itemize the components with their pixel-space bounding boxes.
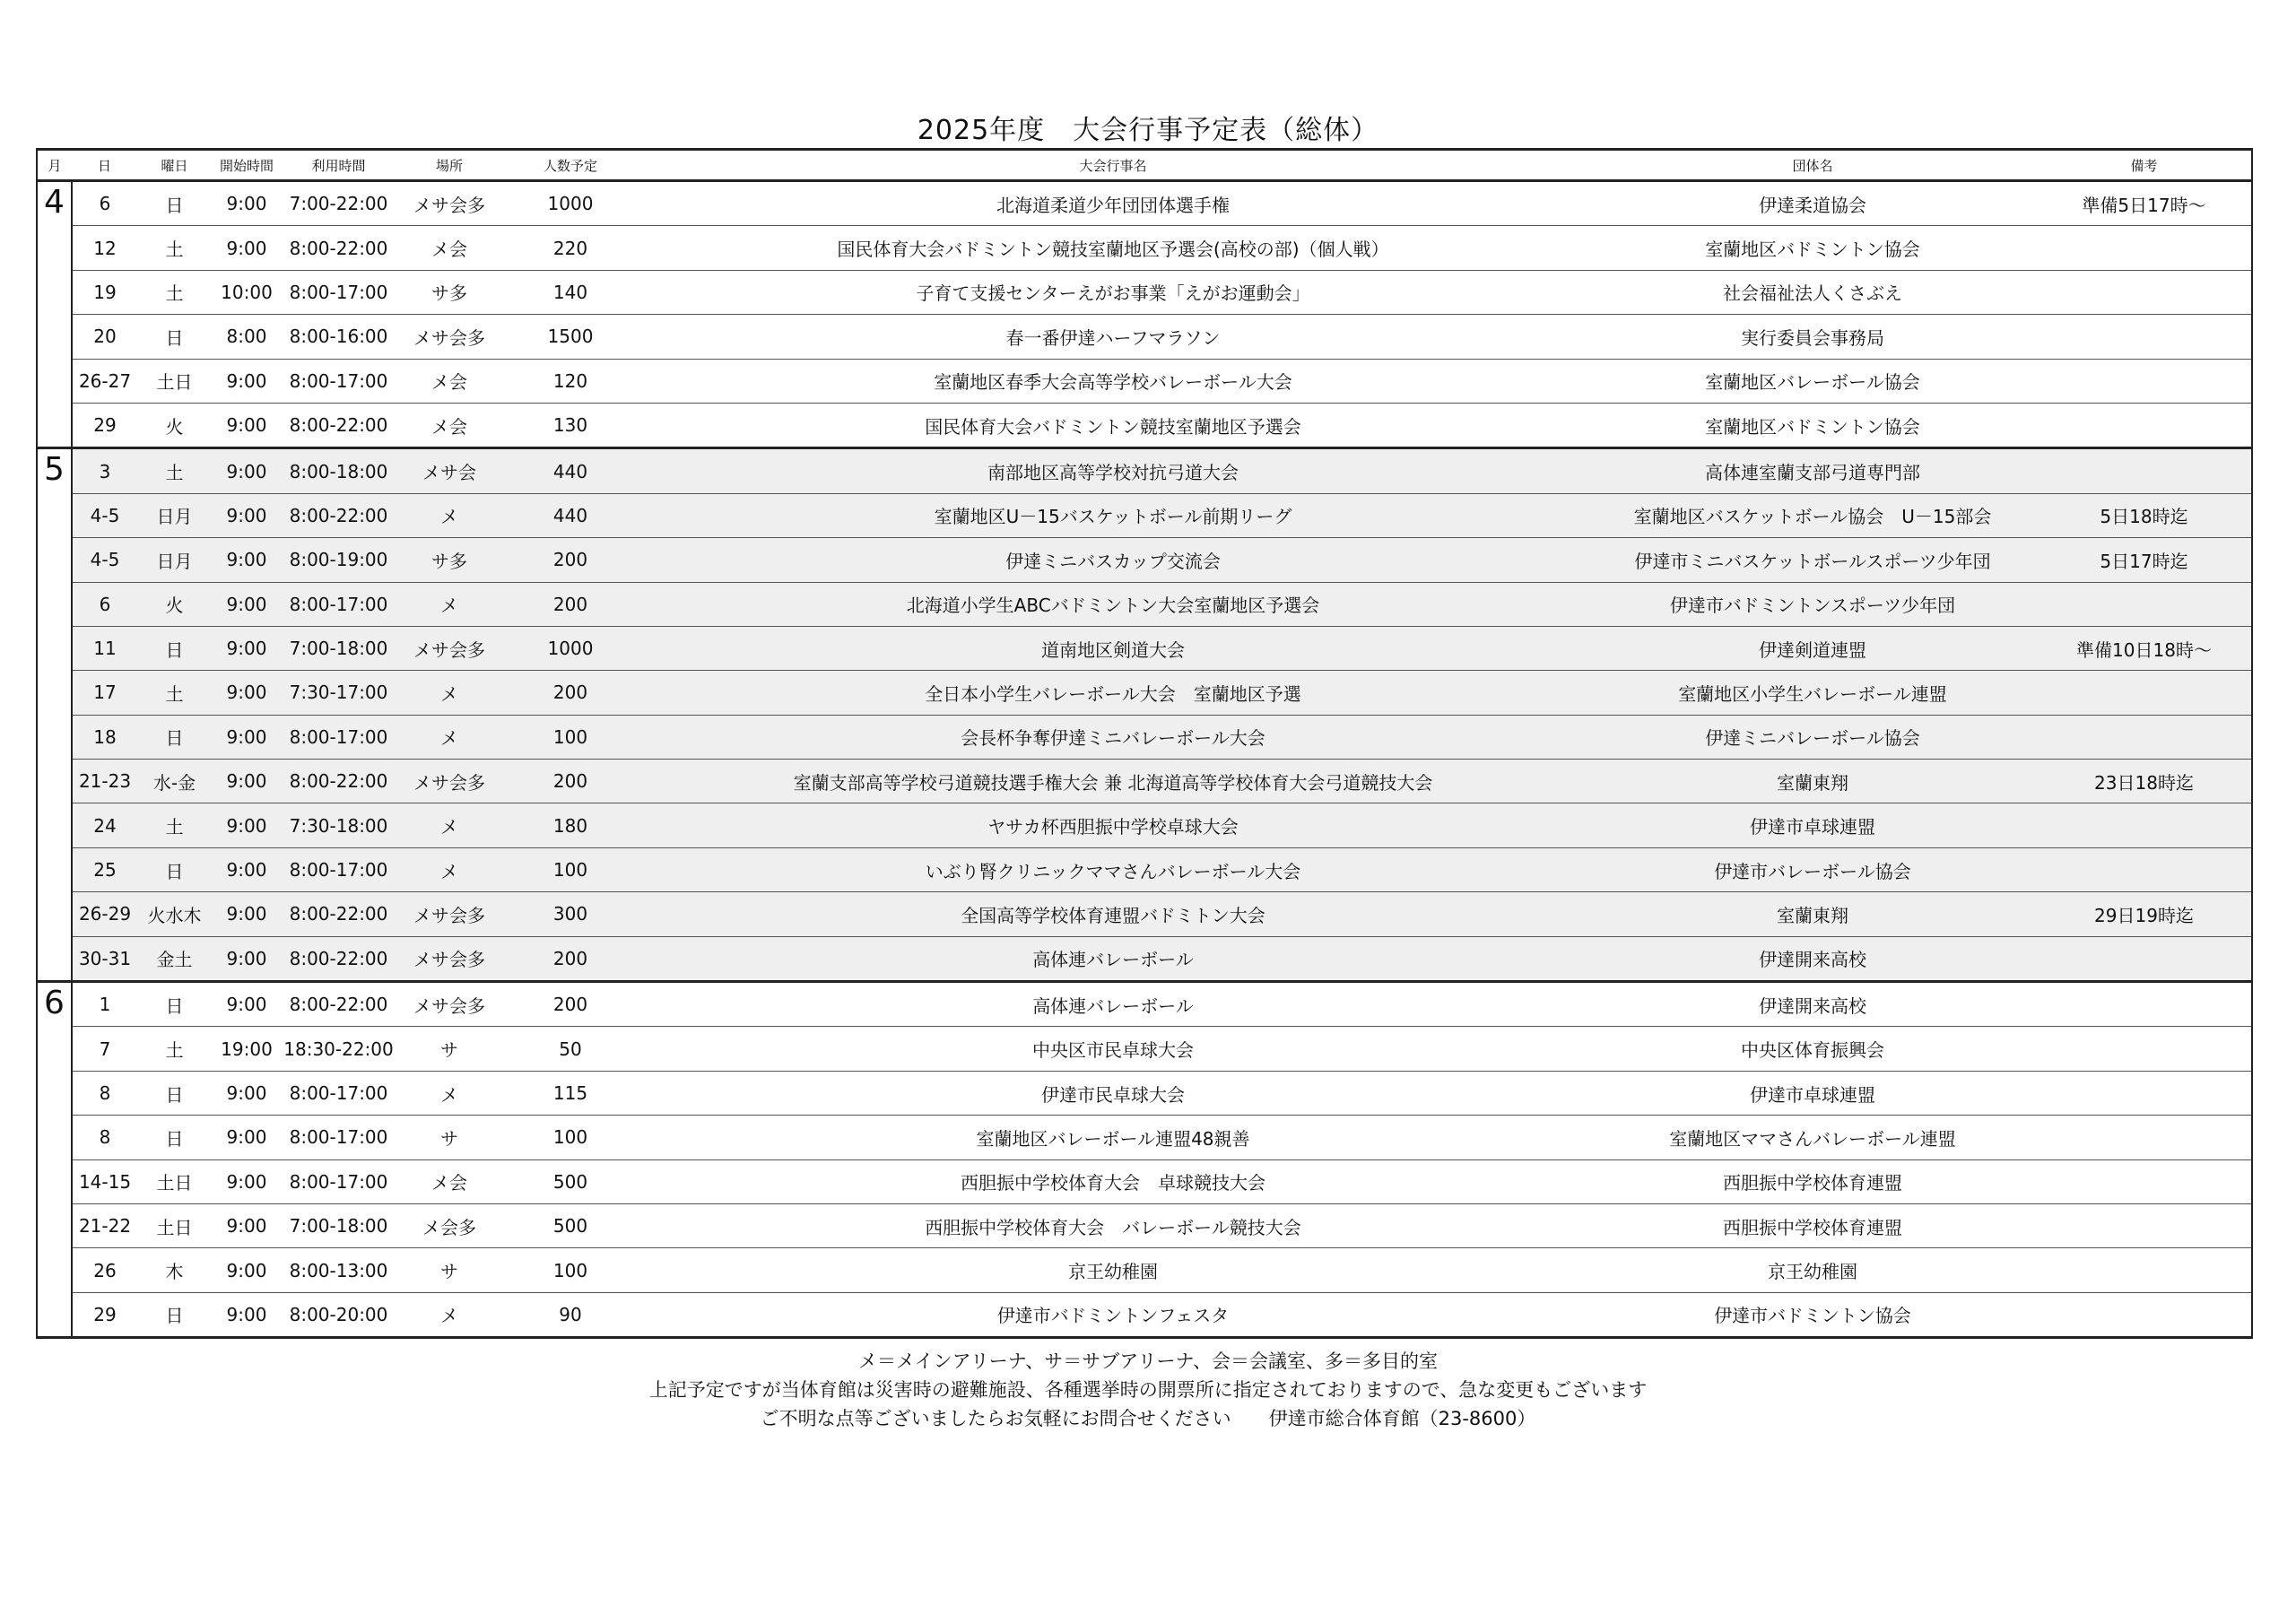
cell-start-time: 9:00 <box>212 448 282 493</box>
cell-usage-time: 8:00-22:00 <box>282 760 396 803</box>
table-row <box>37 582 2252 626</box>
month-label: 4 <box>37 181 72 448</box>
cell-weekday: 土 <box>137 671 212 715</box>
month-label: 5 <box>37 448 72 982</box>
table-row <box>37 1159 2252 1203</box>
cell-place: メ <box>396 803 503 847</box>
cell-people: 440 <box>503 493 638 537</box>
cell-usage-time: 8:00-22:00 <box>282 493 396 537</box>
cell-note <box>2037 715 2252 759</box>
cell-note <box>2037 1159 2252 1203</box>
cell-event-name: ヤサカ杯西胆振中学校卓球大会 <box>638 803 1588 847</box>
table-row <box>37 847 2252 891</box>
cell-usage-time: 8:00-19:00 <box>282 538 396 582</box>
cell-place: メ会 <box>396 403 503 447</box>
cell-weekday: 日 <box>137 315 212 359</box>
cell-note <box>2037 936 2252 981</box>
cell-weekday: 日 <box>137 1071 212 1115</box>
cell-organization: 室蘭地区バドミントン協会 <box>1588 403 2037 447</box>
cell-day: 29 <box>72 403 137 447</box>
cell-day: 26-29 <box>72 892 137 936</box>
cell-day: 21-23 <box>72 760 137 803</box>
cell-place: サ <box>396 1116 503 1159</box>
cell-day: 17 <box>72 671 137 715</box>
cell-event-name: 北海道柔道少年団団体選手権 <box>638 181 1588 226</box>
cell-event-name: 全国高等学校体育連盟バドミトン大会 <box>638 892 1588 936</box>
cell-note <box>2037 1071 2252 1115</box>
cell-note <box>2037 803 2252 847</box>
cell-note: 準備10日18時～ <box>2037 626 2252 670</box>
cell-event-name: 道南地区剣道大会 <box>638 626 1588 670</box>
cell-weekday: 日 <box>137 626 212 670</box>
cell-organization: 室蘭地区バレーボール協会 <box>1588 359 2037 403</box>
cell-note <box>2037 671 2252 715</box>
cell-usage-time: 8:00-22:00 <box>282 226 396 270</box>
cell-event-name: 西胆振中学校体育大会 バレーボール競技大会 <box>638 1203 1588 1247</box>
table-row <box>37 1292 2252 1337</box>
cell-start-time: 9:00 <box>212 1116 282 1159</box>
cell-organization: 伊達市卓球連盟 <box>1588 1071 2037 1115</box>
cell-organization: 伊達市卓球連盟 <box>1588 803 2037 847</box>
table-row <box>37 671 2252 715</box>
cell-place: サ <box>396 1248 503 1292</box>
cell-day: 4-5 <box>72 493 137 537</box>
header-start-time: 開始時間 <box>212 150 282 181</box>
cell-usage-time: 7:30-18:00 <box>282 803 396 847</box>
cell-weekday: 日 <box>137 982 212 1027</box>
cell-day: 11 <box>72 626 137 670</box>
schedule-table <box>36 148 2253 1339</box>
table-row <box>37 1116 2252 1159</box>
cell-weekday: 土日 <box>137 1203 212 1247</box>
header-day: 日 <box>72 150 137 181</box>
cell-people: 100 <box>503 1248 638 1292</box>
cell-day: 21-22 <box>72 1203 137 1247</box>
cell-place: メ会多 <box>396 1203 503 1247</box>
cell-start-time: 9:00 <box>212 760 282 803</box>
cell-place: メサ会多 <box>396 936 503 981</box>
cell-people: 100 <box>503 715 638 759</box>
cell-usage-time: 8:00-17:00 <box>282 715 396 759</box>
cell-day: 8 <box>72 1116 137 1159</box>
cell-day: 29 <box>72 1292 137 1337</box>
cell-weekday: 火 <box>137 582 212 626</box>
cell-people: 200 <box>503 538 638 582</box>
cell-day: 1 <box>72 982 137 1027</box>
cell-usage-time: 8:00-22:00 <box>282 936 396 981</box>
cell-organization: 伊達市バドミントンスポーツ少年団 <box>1588 582 2037 626</box>
cell-note <box>2037 403 2252 447</box>
cell-place: メサ会多 <box>396 626 503 670</box>
legend-note: メ＝メインアリーナ、サ＝サブアリーナ、会＝会議室、多＝多目的室 <box>858 1350 1438 1372</box>
cell-start-time: 9:00 <box>212 1292 282 1337</box>
cell-event-name: 室蘭地区U－15バスケットボール前期リーグ <box>638 493 1588 537</box>
cell-day: 12 <box>72 226 137 270</box>
cell-place: メ <box>396 715 503 759</box>
cell-weekday: 火 <box>137 403 212 447</box>
cell-event-name: 国民体育大会バドミントン競技室蘭地区予選会(高校の部)（個人戦） <box>638 226 1588 270</box>
cell-start-time: 9:00 <box>212 847 282 891</box>
cell-people: 50 <box>503 1027 638 1071</box>
table-row <box>37 403 2252 447</box>
table-row <box>37 181 2252 226</box>
cell-organization: 西胆振中学校体育連盟 <box>1588 1203 2037 1247</box>
cell-usage-time: 8:00-17:00 <box>282 1159 396 1203</box>
page-title: 2025年度 大会行事予定表（総体） <box>917 115 1379 146</box>
table-row <box>37 715 2252 759</box>
cell-start-time: 9:00 <box>212 1159 282 1203</box>
cell-organization: 伊達柔道協会 <box>1588 181 2037 226</box>
cell-note <box>2037 582 2252 626</box>
table-row <box>37 982 2252 1027</box>
cell-people: 130 <box>503 403 638 447</box>
cell-weekday: 日 <box>137 181 212 226</box>
cell-event-name: 室蘭地区春季大会高等学校バレーボール大会 <box>638 359 1588 403</box>
cell-organization: 京王幼稚園 <box>1588 1248 2037 1292</box>
cell-start-time: 9:00 <box>212 892 282 936</box>
cell-people: 200 <box>503 582 638 626</box>
cell-weekday: 土日 <box>137 1159 212 1203</box>
cell-usage-time: 18:30-22:00 <box>282 1027 396 1071</box>
cell-start-time: 8:00 <box>212 315 282 359</box>
cell-organization: 伊達市バレーボール協会 <box>1588 847 2037 891</box>
table-header-row <box>37 150 2252 181</box>
cell-weekday: 日 <box>137 1292 212 1337</box>
cell-event-name: 室蘭支部高等学校弓道競技選手権大会 兼 北海道高等学校体育大会弓道競技大会 <box>638 760 1588 803</box>
cell-start-time: 9:00 <box>212 982 282 1027</box>
cell-people: 200 <box>503 760 638 803</box>
cell-usage-time: 8:00-17:00 <box>282 1071 396 1115</box>
cell-start-time: 9:00 <box>212 181 282 226</box>
cell-event-name: 伊達市民卓球大会 <box>638 1071 1588 1115</box>
cell-place: メ会 <box>396 1159 503 1203</box>
table-row <box>37 493 2252 537</box>
cell-start-time: 19:00 <box>212 1027 282 1071</box>
cell-event-name: 伊達市バドミントンフェスタ <box>638 1292 1588 1337</box>
cell-weekday: 金土 <box>137 936 212 981</box>
cell-people: 440 <box>503 448 638 493</box>
disclaimer-note: 上記予定ですが当体育館は災害時の避難施設、各種選挙時の開票所に指定されておりますので、急な変更もございます <box>648 1379 1648 1401</box>
cell-start-time: 9:00 <box>212 715 282 759</box>
contact-note: ご不明な点等ございましたらお気軽にお問合せください 伊達市総合体育館（23-8600） <box>760 1408 1536 1429</box>
cell-organization: 室蘭地区小学生バレーボール連盟 <box>1588 671 2037 715</box>
cell-note <box>2037 270 2252 314</box>
cell-event-name: 南部地区高等学校対抗弓道大会 <box>638 448 1588 493</box>
cell-event-name: いぶり腎クリニックママさんバレーボール大会 <box>638 847 1588 891</box>
header-event-name: 大会行事名 <box>638 150 1588 181</box>
cell-note <box>2037 448 2252 493</box>
cell-usage-time: 8:00-17:00 <box>282 1116 396 1159</box>
cell-place: メサ会多 <box>396 982 503 1027</box>
cell-day: 19 <box>72 270 137 314</box>
cell-note <box>2037 982 2252 1027</box>
cell-note <box>2037 315 2252 359</box>
header-place: 場所 <box>396 150 503 181</box>
cell-people: 220 <box>503 226 638 270</box>
header-usage-time: 利用時間 <box>282 150 396 181</box>
cell-organization: 伊達開来高校 <box>1588 982 2037 1027</box>
cell-note <box>2037 1248 2252 1292</box>
cell-day: 6 <box>72 181 137 226</box>
cell-day: 3 <box>72 448 137 493</box>
header-organization: 団体名 <box>1588 150 2037 181</box>
cell-note <box>2037 1203 2252 1247</box>
cell-people: 100 <box>503 847 638 891</box>
cell-organization: 室蘭東翔 <box>1588 760 2037 803</box>
cell-people: 200 <box>503 982 638 1027</box>
cell-note <box>2037 847 2252 891</box>
cell-note <box>2037 359 2252 403</box>
cell-place: メサ会多 <box>396 181 503 226</box>
cell-weekday: 土 <box>137 270 212 314</box>
cell-usage-time: 7:00-18:00 <box>282 1203 396 1247</box>
cell-usage-time: 8:00-20:00 <box>282 1292 396 1337</box>
cell-place: メ <box>396 1292 503 1337</box>
cell-organization: 高体連室蘭支部弓道専門部 <box>1588 448 2037 493</box>
cell-organization: 実行委員会事務局 <box>1588 315 2037 359</box>
cell-place: メ <box>396 493 503 537</box>
cell-weekday: 日月 <box>137 538 212 582</box>
cell-people: 1500 <box>503 315 638 359</box>
cell-usage-time: 8:00-17:00 <box>282 270 396 314</box>
cell-day: 8 <box>72 1071 137 1115</box>
cell-start-time: 9:00 <box>212 493 282 537</box>
cell-note: 5日17時迄 <box>2037 538 2252 582</box>
cell-place: サ <box>396 1027 503 1071</box>
cell-event-name: 春一番伊達ハーフマラソン <box>638 315 1588 359</box>
cell-people: 1000 <box>503 626 638 670</box>
cell-note <box>2037 1116 2252 1159</box>
cell-place: メサ会 <box>396 448 503 493</box>
cell-place: サ多 <box>396 270 503 314</box>
cell-organization: 伊達市ミニバスケットボールスポーツ少年団 <box>1588 538 2037 582</box>
cell-place: メ <box>396 1071 503 1115</box>
cell-people: 1000 <box>503 181 638 226</box>
header-weekday: 曜日 <box>137 150 212 181</box>
cell-note: 準備5日17時～ <box>2037 181 2252 226</box>
cell-day: 6 <box>72 582 137 626</box>
cell-organization: 伊達市バドミントン協会 <box>1588 1292 2037 1337</box>
cell-weekday: 水-金 <box>137 760 212 803</box>
cell-start-time: 9:00 <box>212 626 282 670</box>
table-row <box>37 626 2252 670</box>
cell-people: 115 <box>503 1071 638 1115</box>
cell-day: 30-31 <box>72 936 137 981</box>
cell-place: メ <box>396 671 503 715</box>
cell-event-name: 国民体育大会バドミントン競技室蘭地区予選会 <box>638 403 1588 447</box>
cell-start-time: 9:00 <box>212 671 282 715</box>
cell-people: 500 <box>503 1203 638 1247</box>
cell-organization: 室蘭東翔 <box>1588 892 2037 936</box>
cell-weekday: 土日 <box>137 359 212 403</box>
table-row <box>37 1248 2252 1292</box>
cell-event-name: 会長杯争奪伊達ミニバレーボール大会 <box>638 715 1588 759</box>
cell-note <box>2037 226 2252 270</box>
cell-people: 140 <box>503 270 638 314</box>
table-row <box>37 892 2252 936</box>
cell-usage-time: 8:00-17:00 <box>282 359 396 403</box>
cell-note <box>2037 1292 2252 1337</box>
table-row <box>37 1071 2252 1115</box>
cell-event-name: 子育て支援センターえがお事業「えがお運動会」 <box>638 270 1588 314</box>
header-people: 人数予定 <box>503 150 638 181</box>
footer-notes <box>0 1347 2296 1433</box>
cell-day: 20 <box>72 315 137 359</box>
cell-usage-time: 8:00-17:00 <box>282 582 396 626</box>
cell-people: 200 <box>503 671 638 715</box>
cell-organization: 室蘭地区バスケットボール協会 U－15部会 <box>1588 493 2037 537</box>
cell-place: メサ会多 <box>396 315 503 359</box>
cell-note <box>2037 1027 2252 1071</box>
cell-note: 29日19時迄 <box>2037 892 2252 936</box>
cell-day: 24 <box>72 803 137 847</box>
cell-start-time: 9:00 <box>212 1248 282 1292</box>
cell-start-time: 9:00 <box>212 936 282 981</box>
table-row <box>37 936 2252 981</box>
table-row <box>37 270 2252 314</box>
cell-start-time: 9:00 <box>212 538 282 582</box>
cell-usage-time: 8:00-17:00 <box>282 847 396 891</box>
cell-weekday: 火水木 <box>137 892 212 936</box>
cell-note: 23日18時迄 <box>2037 760 2252 803</box>
cell-day: 26-27 <box>72 359 137 403</box>
cell-weekday: 日 <box>137 715 212 759</box>
cell-day: 26 <box>72 1248 137 1292</box>
cell-organization: 西胆振中学校体育連盟 <box>1588 1159 2037 1203</box>
header-note: 備考 <box>2037 150 2252 181</box>
cell-weekday: 木 <box>137 1248 212 1292</box>
cell-event-name: 室蘭地区バレーボール連盟48親善 <box>638 1116 1588 1159</box>
cell-event-name: 西胆振中学校体育大会 卓球競技大会 <box>638 1159 1588 1203</box>
cell-people: 90 <box>503 1292 638 1337</box>
cell-usage-time: 8:00-16:00 <box>282 315 396 359</box>
cell-event-name: 京王幼稚園 <box>638 1248 1588 1292</box>
cell-event-name: 北海道小学生ABCバドミントン大会室蘭地区予選会 <box>638 582 1588 626</box>
cell-event-name: 高体連バレーボール <box>638 936 1588 981</box>
cell-place: メ会 <box>396 226 503 270</box>
cell-people: 120 <box>503 359 638 403</box>
cell-place: メ会 <box>396 359 503 403</box>
cell-organization: 室蘭地区バドミントン協会 <box>1588 226 2037 270</box>
cell-organization: 伊達剣道連盟 <box>1588 626 2037 670</box>
cell-weekday: 日 <box>137 1116 212 1159</box>
cell-people: 200 <box>503 936 638 981</box>
cell-start-time: 9:00 <box>212 226 282 270</box>
cell-start-time: 9:00 <box>212 1071 282 1115</box>
cell-usage-time: 8:00-22:00 <box>282 892 396 936</box>
cell-usage-time: 7:30-17:00 <box>282 671 396 715</box>
table-row <box>37 760 2252 803</box>
cell-usage-time: 8:00-22:00 <box>282 982 396 1027</box>
table-row <box>37 803 2252 847</box>
header-month: 月 <box>37 150 72 181</box>
cell-organization: 中央区体育振興会 <box>1588 1027 2037 1071</box>
cell-place: メサ会多 <box>396 892 503 936</box>
cell-event-name: 高体連バレーボール <box>638 982 1588 1027</box>
cell-organization: 伊達開来高校 <box>1588 936 2037 981</box>
table-row <box>37 448 2252 493</box>
cell-start-time: 10:00 <box>212 270 282 314</box>
cell-day: 14-15 <box>72 1159 137 1203</box>
cell-organization: 社会福祉法人くさぶえ <box>1588 270 2037 314</box>
cell-people: 300 <box>503 892 638 936</box>
cell-start-time: 9:00 <box>212 403 282 447</box>
cell-usage-time: 8:00-22:00 <box>282 403 396 447</box>
month-label: 6 <box>37 982 72 1338</box>
cell-usage-time: 8:00-18:00 <box>282 448 396 493</box>
table-row <box>37 1027 2252 1071</box>
cell-weekday: 日 <box>137 847 212 891</box>
cell-start-time: 9:00 <box>212 582 282 626</box>
cell-place: サ多 <box>396 538 503 582</box>
cell-day: 25 <box>72 847 137 891</box>
table-row <box>37 226 2252 270</box>
cell-start-time: 9:00 <box>212 803 282 847</box>
cell-place: メ <box>396 847 503 891</box>
cell-usage-time: 7:00-22:00 <box>282 181 396 226</box>
cell-weekday: 土 <box>137 448 212 493</box>
cell-people: 500 <box>503 1159 638 1203</box>
table-row <box>37 1203 2252 1247</box>
cell-people: 180 <box>503 803 638 847</box>
cell-organization: 伊達ミニバレーボール協会 <box>1588 715 2037 759</box>
cell-event-name: 中央区市民卓球大会 <box>638 1027 1588 1071</box>
cell-event-name: 全日本小学生バレーボール大会 室蘭地区予選 <box>638 671 1588 715</box>
cell-note: 5日18時迄 <box>2037 493 2252 537</box>
cell-organization: 室蘭地区ママさんバレーボール連盟 <box>1588 1116 2037 1159</box>
table-row <box>37 359 2252 403</box>
cell-weekday: 日月 <box>137 493 212 537</box>
cell-weekday: 土 <box>137 226 212 270</box>
schedule-body <box>37 181 2252 1338</box>
cell-place: メ <box>396 582 503 626</box>
cell-day: 7 <box>72 1027 137 1071</box>
cell-start-time: 9:00 <box>212 359 282 403</box>
cell-place: メサ会多 <box>396 760 503 803</box>
cell-day: 18 <box>72 715 137 759</box>
cell-event-name: 伊達ミニバスカップ交流会 <box>638 538 1588 582</box>
cell-usage-time: 7:00-18:00 <box>282 626 396 670</box>
table-row <box>37 538 2252 582</box>
cell-weekday: 土 <box>137 803 212 847</box>
cell-weekday: 土 <box>137 1027 212 1071</box>
cell-start-time: 9:00 <box>212 1203 282 1247</box>
cell-day: 4-5 <box>72 538 137 582</box>
table-row <box>37 315 2252 359</box>
cell-usage-time: 8:00-13:00 <box>282 1248 396 1292</box>
cell-people: 100 <box>503 1116 638 1159</box>
